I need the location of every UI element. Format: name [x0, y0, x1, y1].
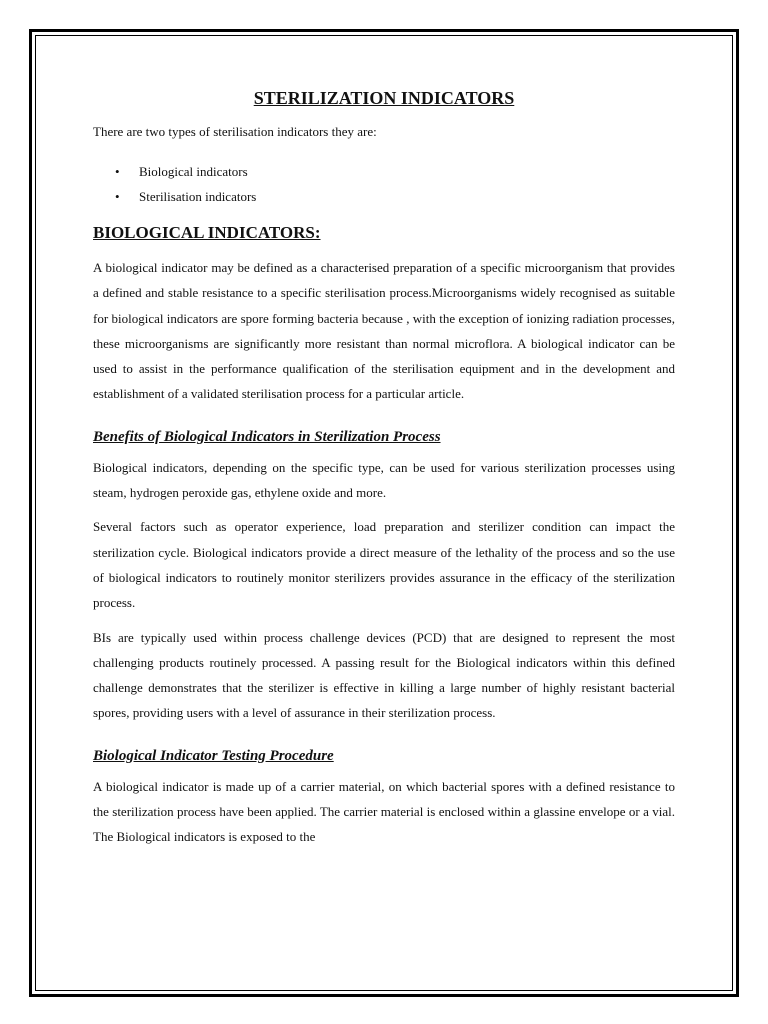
list-item-label: Biological indicators	[139, 164, 248, 179]
document-body	[93, 86, 675, 859]
biological-indicators-paragraph: A biological indicator may be defined as a characterised preparation of a specific microorganism that provides a defined and stable resistance to a specific sterilisation process.Microorganisms widely recognised as suitable for biological indicators are spore forming bacteria because , with the exception of ionizing radiation processes, these microorganisms are significantly more resistant than normal microflora. A biological indicator can be used to assist in the performance qualification of the sterilisation equipment and in the development and establishment of a validated sterilisation process for a particular article.	[93, 260, 675, 402]
indicator-types-list	[93, 159, 675, 209]
intro-text: There are two types of sterilisation indicators they are:	[93, 124, 377, 139]
bullet-icon: •	[115, 189, 120, 204]
benefits-heading: Benefits of Biological Indicators in Sterilization Process	[93, 428, 441, 445]
benefits-paragraph-1: Biological indicators, depending on the specific type, can be used for various sterilization processes using steam, hydrogen peroxide gas, ethylene oxide and more.	[93, 459, 675, 501]
testing-procedure-paragraph: A biological indicator is made up of a carrier material, on which bacterial spores with a defined resistance to the sterilization process have been applied. The carrier material is enclosed within a glassine envelope or a vial. The Biological indicators is exposed to the	[93, 778, 675, 845]
list-item	[115, 159, 675, 184]
bullet-icon: •	[115, 164, 120, 179]
benefits-paragraph-2: Several factors such as operator experience, load preparation and sterilizer condition can impact the sterilization cycle. Biological indicators provide a direct measure of the lethality of the process and so the use of biological indicators to routinely monitor sterilizers provides assurance in the efficacy of the sterilization process.	[93, 519, 675, 611]
list-item	[115, 184, 675, 209]
document-title: STERILIZATION INDICATORS	[253, 88, 515, 108]
benefits-paragraph-3: BIs are typically used within process challenge devices (PCD) that are designed to represent the most challenging products routinely processed. A passing result for the Biological indicators within this defined challenge demonstrates that the sterilizer is effective in killing a large number of highly resistant bacterial spores, providing users with a level of assurance in their sterilization process.	[93, 629, 675, 721]
list-item-label: Sterilisation indicators	[139, 189, 257, 204]
biological-indicators-heading: BIOLOGICAL INDICATORS:	[93, 223, 321, 242]
testing-procedure-heading: Biological Indicator Testing Procedure	[93, 747, 334, 764]
